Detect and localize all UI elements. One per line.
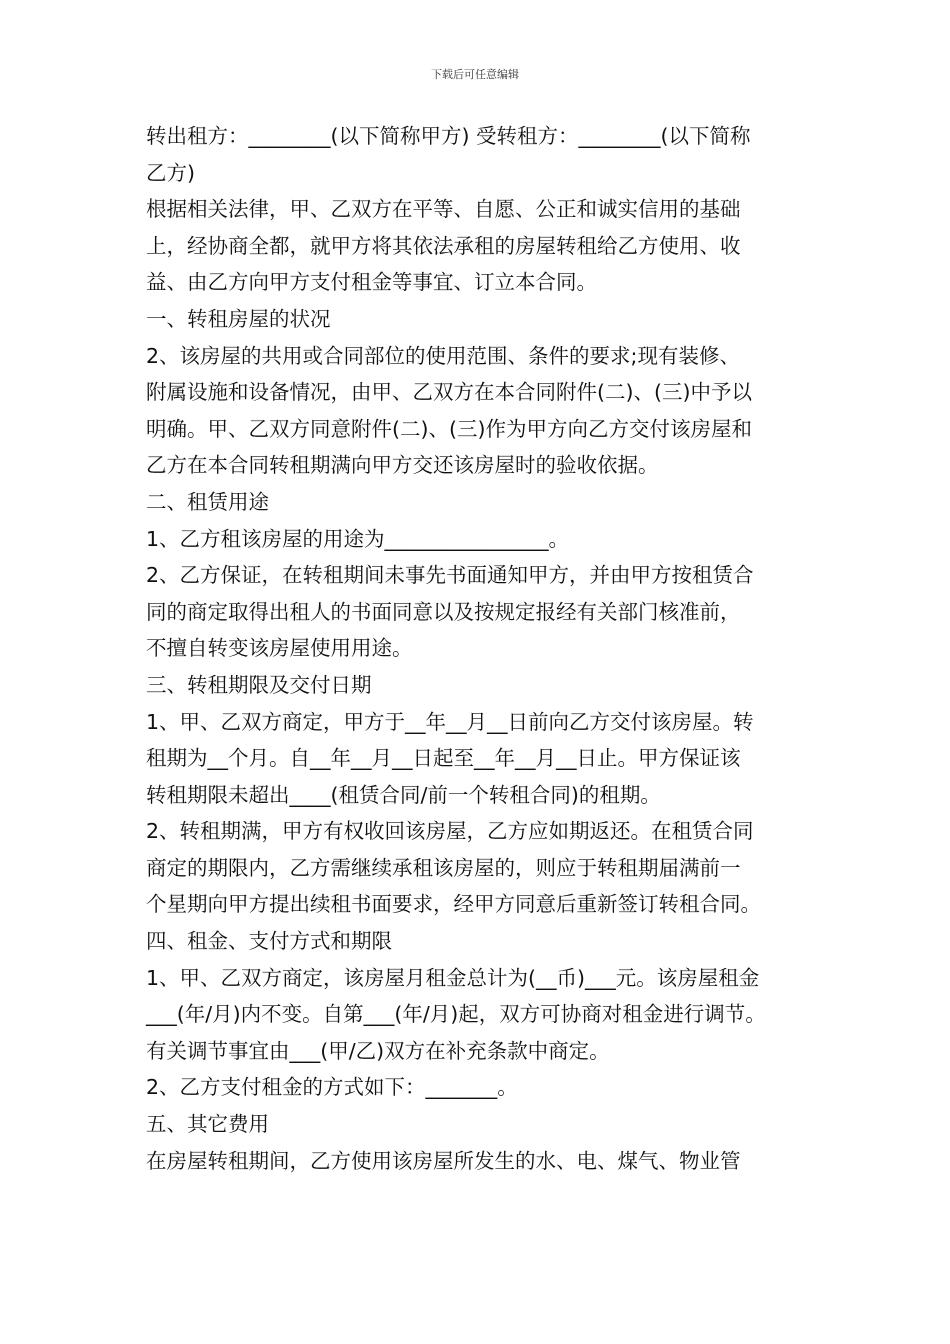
text-line: 在房屋转租期间，乙方使用该房屋所发生的水、电、煤气、物业管 bbox=[146, 1148, 741, 1173]
section-heading: 二、租赁用途 bbox=[146, 489, 269, 514]
text-line: ___(年/月)内不变。自第___(年/月)起，双方可协商对租金进行调节。 bbox=[146, 1002, 766, 1027]
text-line: 2、乙方支付租金的方式如下：_______。 bbox=[146, 1075, 518, 1100]
text-line: 同的商定取得出租人的书面同意以及按规定报经有关部门核准前， bbox=[146, 599, 741, 624]
text-line: 个星期向甲方提出续租书面要求，经甲方同意后重新签订转租合同。 bbox=[146, 892, 761, 917]
text-line: 附属设施和设备情况，由甲、乙双方在本合同附件(二)、(三)中予以 bbox=[146, 380, 752, 405]
section-heading: 一、转租房屋的状况 bbox=[146, 306, 331, 331]
text-line: 2、转租期满，甲方有权收回该房屋，乙方应如期返还。在租赁合同 bbox=[146, 819, 754, 844]
text-line: 乙方在本合同转租期满向甲方交还该房屋时的验收依据。 bbox=[146, 453, 659, 478]
text-line: 1、甲、乙双方商定，该房屋月租金总计为(__币)___元。该房屋租金 bbox=[146, 965, 760, 990]
text-line: 租期为__个月。自__年__月__日起至__年__月__日止。甲方保证该 bbox=[146, 746, 741, 771]
page-header: 下载后可任意编辑 bbox=[431, 68, 519, 81]
text-line: 1、乙方租该房屋的用途为________________。 bbox=[146, 526, 570, 551]
text-line: 转出租方：________(以下简称甲方) 受转租方：________(以下简称 bbox=[146, 124, 751, 148]
text-line: 转租期限未超出____(租赁合同/前一个转租合同)的租期。 bbox=[146, 782, 661, 807]
section-heading: 四、租金、支付方式和期限 bbox=[146, 929, 392, 954]
text-line: 乙方) bbox=[146, 160, 195, 185]
text-line: 上，经协商全都，就甲方将其依法承租的房屋转租给乙方使用、收 bbox=[146, 233, 741, 258]
text-line: 不擅自转变该房屋使用用途。 bbox=[146, 636, 413, 661]
text-line: 2、乙方保证，在转租期间未事先书面通知甲方，并由甲方按租赁合 bbox=[146, 563, 754, 588]
text-line: 根据相关法律，甲、乙双方在平等、自愿、公正和诚实信用的基础 bbox=[146, 197, 741, 222]
section-heading: 五、其它费用 bbox=[146, 1112, 269, 1137]
text-line: 商定的期限内，乙方需继续承租该房屋的，则应于转租期届满前一 bbox=[146, 855, 741, 880]
text-line: 明确。甲、乙双方同意附件(二)、(三)作为甲方向乙方交付该房屋和 bbox=[146, 416, 752, 441]
document-body bbox=[146, 118, 814, 1179]
text-line: 1、甲、乙双方商定，甲方于__年__月__日前向乙方交付该房屋。转 bbox=[146, 709, 754, 734]
text-line: 有关调节事宜由___(甲/乙)双方在补充条款中商定。 bbox=[146, 1038, 610, 1063]
section-heading: 三、转租期限及交付日期 bbox=[146, 672, 372, 697]
text-line: 2、该房屋的共用或合同部位的使用范围、条件的要求;现有装修、 bbox=[146, 343, 740, 368]
text-line: 益、由乙方向甲方支付租金等事宜、订立本合同。 bbox=[146, 270, 597, 295]
